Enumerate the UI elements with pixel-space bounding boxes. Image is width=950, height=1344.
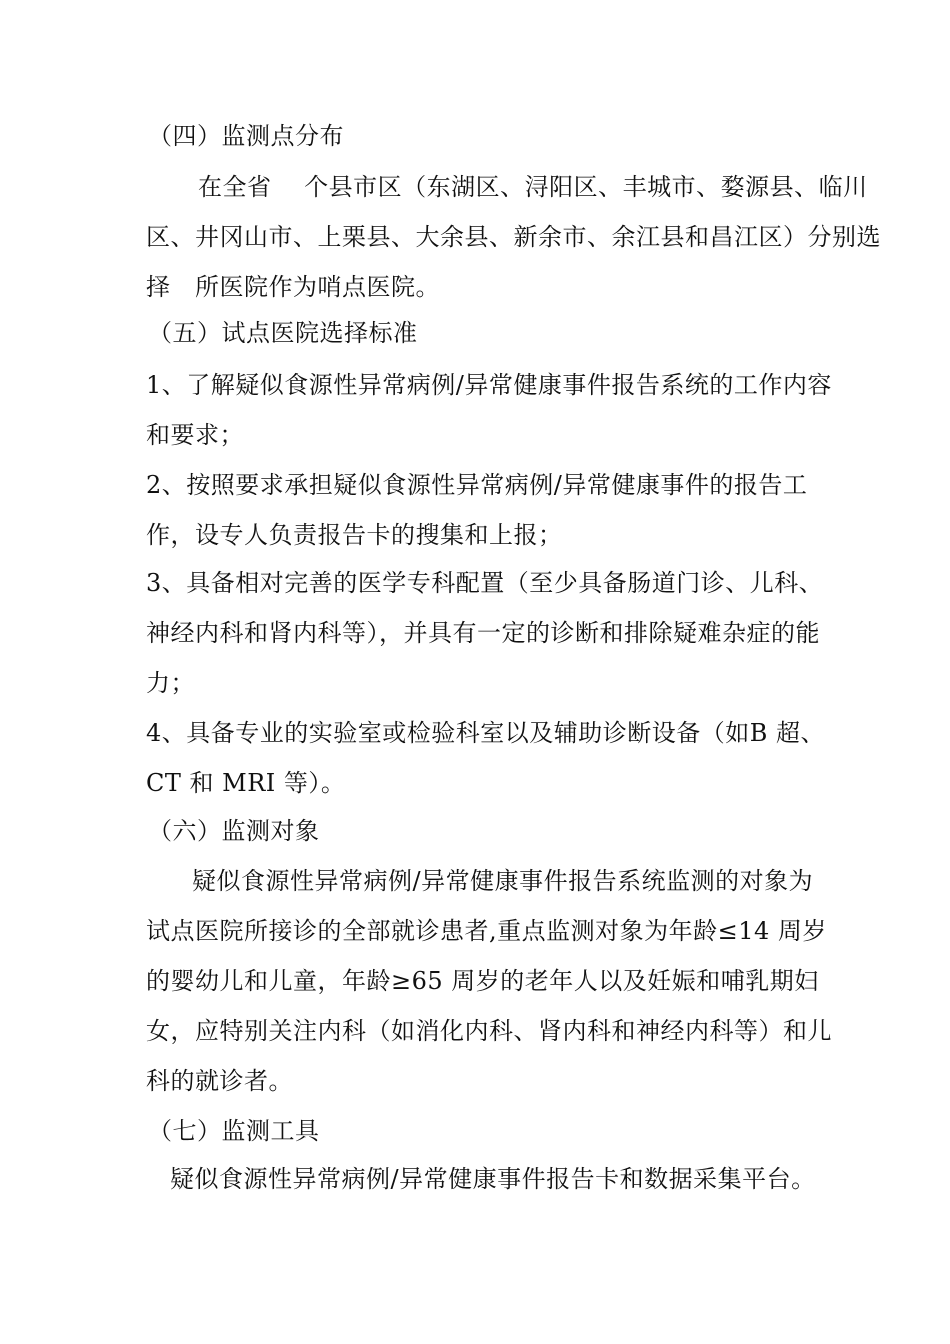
section-5-heading: （五）试点医院选择标准 [148,319,418,347]
section-5-item-3-line-1: 3、具备相对完善的医学专科配置（至少具备肠道门诊、儿科、 [146,569,824,597]
section-5-item-4-line-1: 4、具备专业的实验室或检验科室以及辅助诊断设备（如B 超、 [146,719,826,747]
section-6-paragraph-line-1: 疑似食源性异常病例/异常健康事件报告系统监测的对象为 [192,867,814,895]
section-5-item-2-line-2: 作，设专人负责报告卡的搜集和上报； [146,521,563,549]
section-5-item-1-line-1: 1、了解疑似食源性异常病例/异常健康事件报告系统的工作内容 [146,371,832,399]
section-4-heading: （四）监测点分布 [148,122,344,150]
section-4-paragraph-line-3: 择 所医院作为哨点医院。 [146,273,440,301]
section-4-paragraph-line-1: 在全省 个县市区（东湖区、浔阳区、丰城市、婺源县、临川 [198,173,868,201]
section-7-paragraph-line-1: 疑似食源性异常病例/异常健康事件报告卡和数据采集平台。 [170,1165,816,1193]
section-6-paragraph-line-4: 女，应特别关注内科（如消化内科、肾内科和神经内科等）和儿 [146,1017,832,1045]
section-6-heading: （六）监测对象 [148,817,320,845]
section-4-paragraph-line-2: 区、井冈山市、上栗县、大余县、新余市、余江县和昌江区）分别选 [146,223,881,251]
section-5-item-3-line-2: 神经内科和肾内科等），并具有一定的诊断和排除疑难杂症的能 [146,619,820,647]
section-5-item-3-line-3: 力； [146,669,195,697]
section-6-paragraph-line-3: 的婴幼儿和儿童，年龄≥65 周岁的老年人以及妊娠和哺乳期妇 [146,967,819,995]
section-5-item-1-line-2: 和要求； [146,421,244,449]
section-5-item-2-line-1: 2、按照要求承担疑似食源性异常病例/异常健康事件的报告工 [146,471,808,499]
section-6-paragraph-line-2: 试点医院所接诊的全部就诊患者,重点监测对象为年龄≤14 周岁 [146,917,827,945]
section-5-item-4-line-2: CT 和 MRI 等）。 [146,769,346,797]
section-6-paragraph-line-5: 科的就诊者。 [146,1067,293,1095]
section-7-heading: （七）监测工具 [148,1117,320,1145]
